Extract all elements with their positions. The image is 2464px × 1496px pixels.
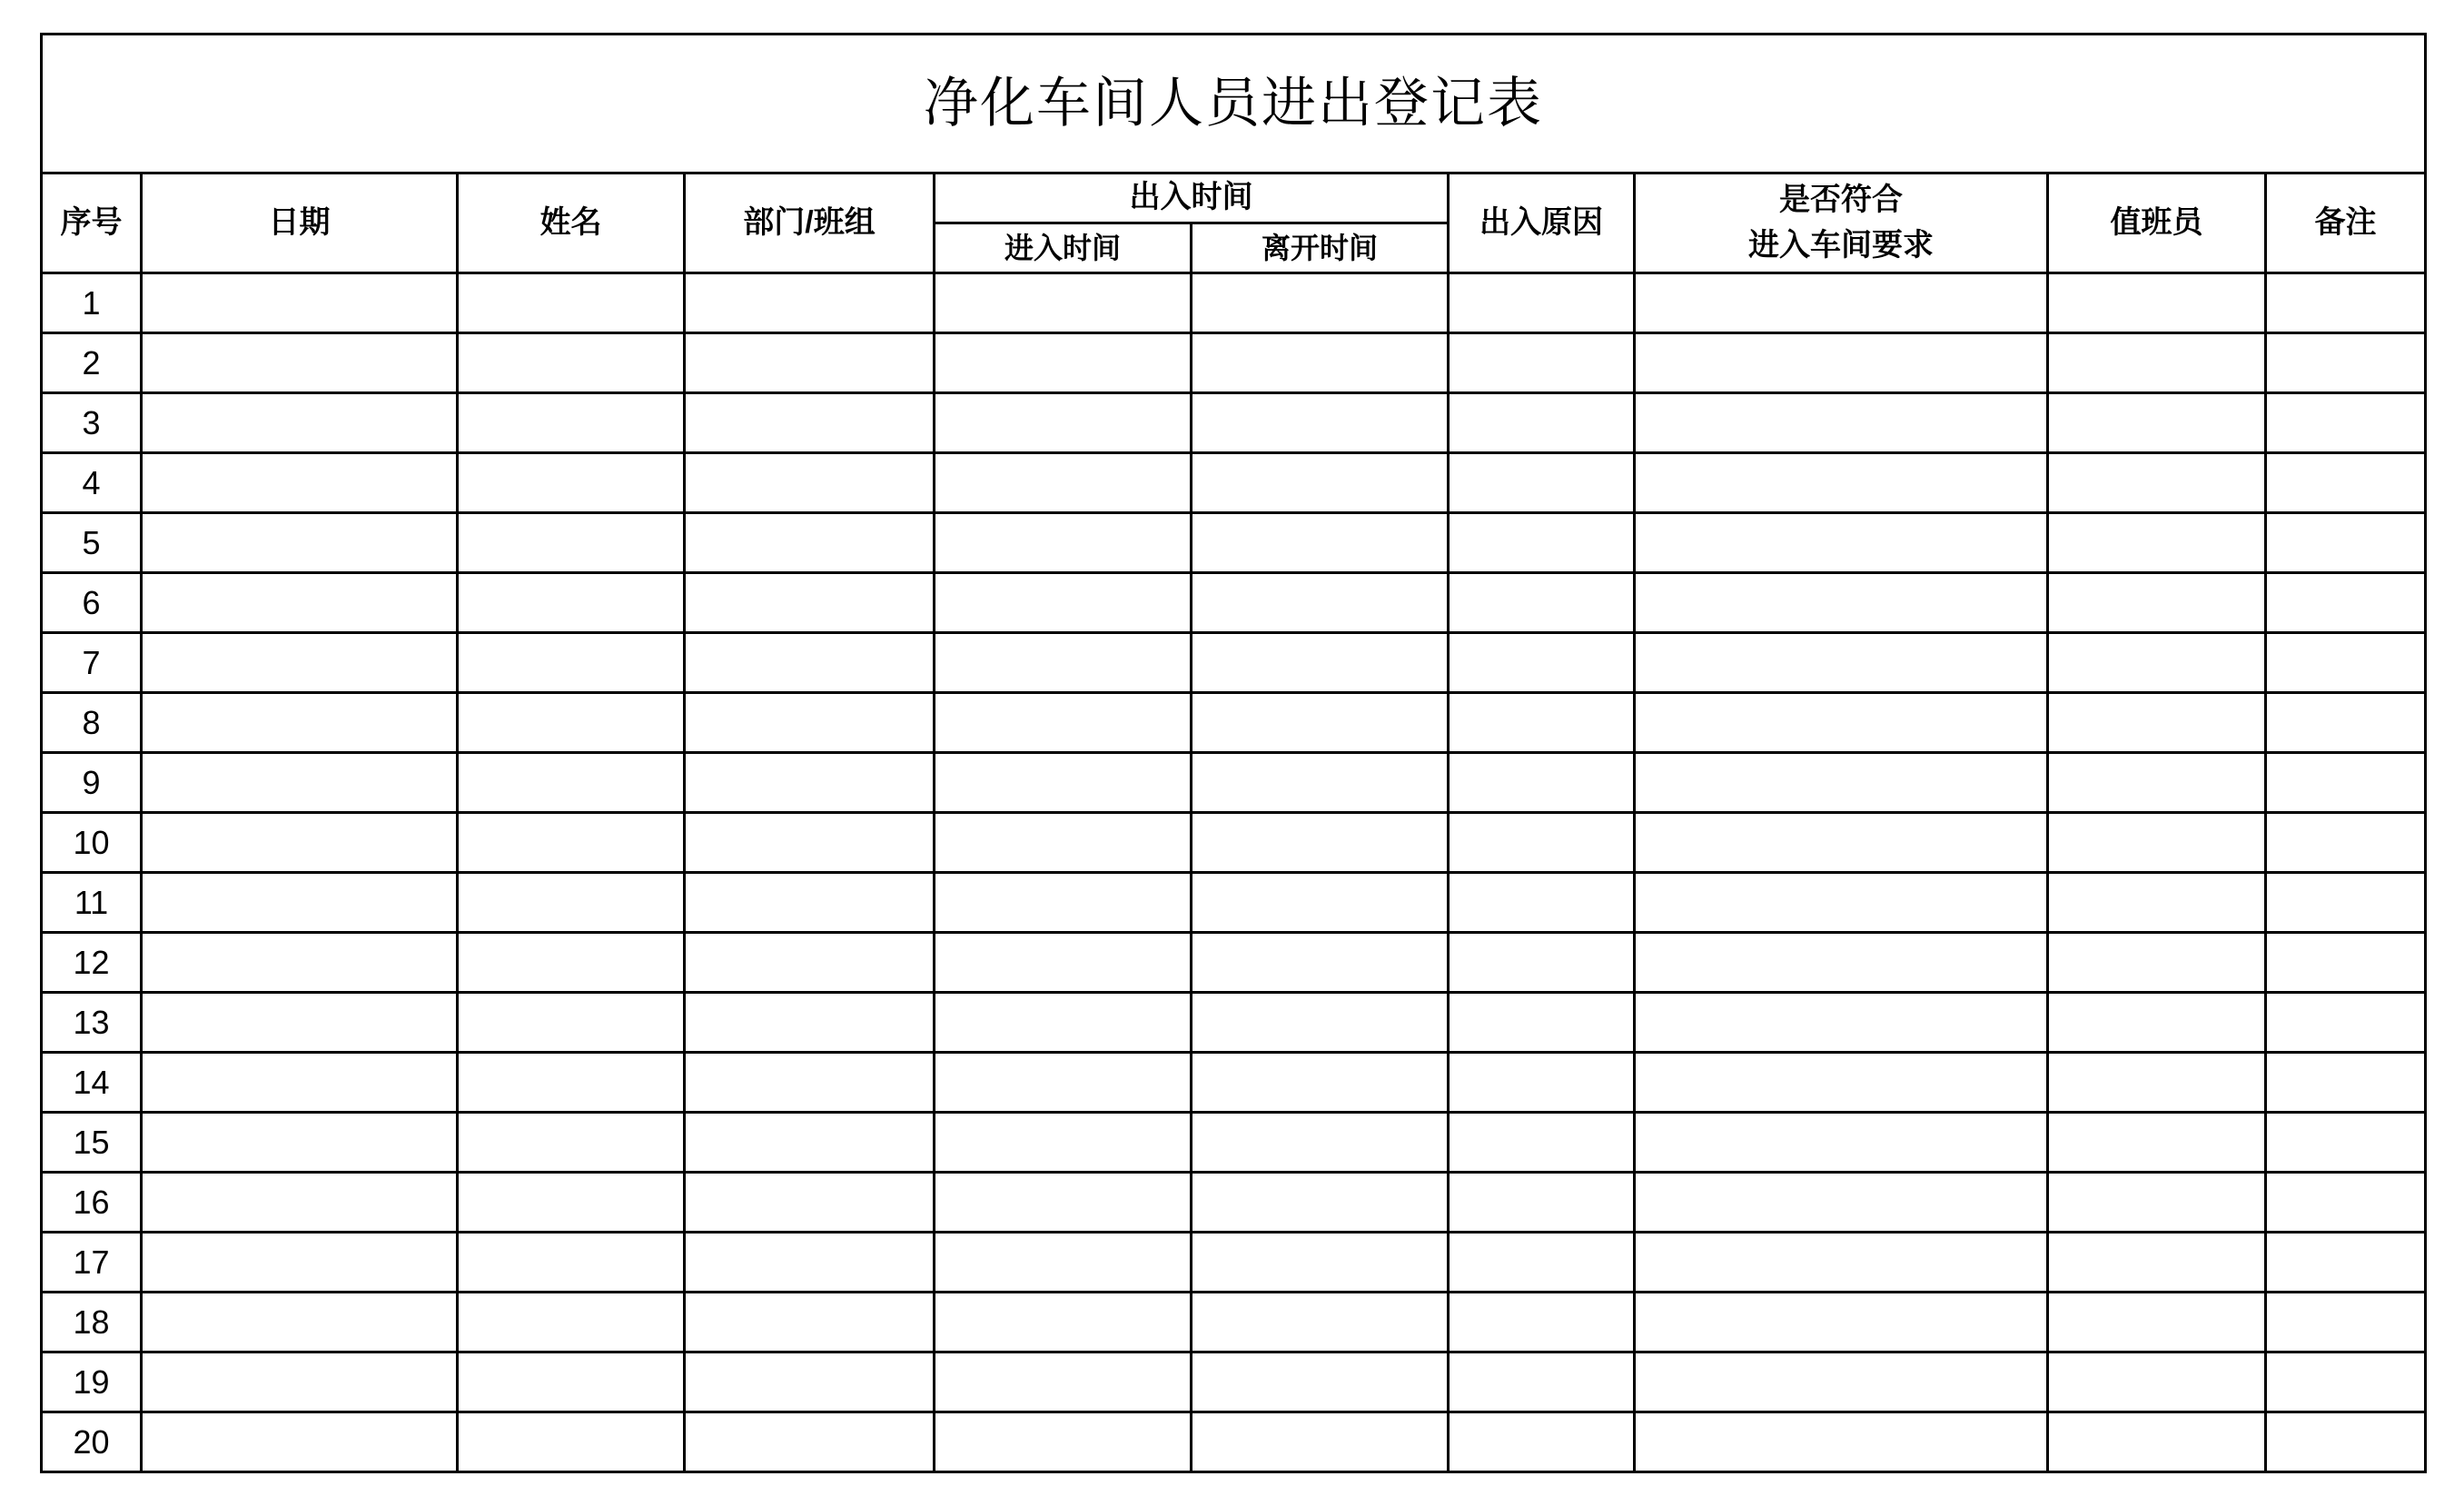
cell-department[interactable] — [685, 873, 935, 933]
cell-duty-officer[interactable] — [2048, 813, 2266, 873]
cell-department[interactable] — [685, 753, 935, 813]
cell-department[interactable] — [685, 933, 935, 993]
cell-time-in[interactable] — [935, 813, 1192, 873]
cell-duty-officer[interactable] — [2048, 1173, 2266, 1233]
table-row — [42, 1233, 2426, 1293]
cell-time-out[interactable] — [1192, 933, 1449, 993]
cell-duty-officer[interactable] — [2048, 573, 2266, 633]
cell-department[interactable] — [685, 1053, 935, 1113]
column-header-time-in: 进入时间 — [935, 223, 1192, 273]
cell-index: 6 — [42, 573, 142, 633]
table-row — [42, 993, 2426, 1053]
cell-time-in[interactable] — [935, 873, 1192, 933]
cell-duty-officer[interactable] — [2048, 993, 2266, 1053]
cell-department[interactable] — [685, 1173, 935, 1233]
cell-reason[interactable] — [1449, 873, 1635, 933]
cell-date[interactable] — [142, 1293, 458, 1352]
cell-date[interactable] — [142, 1233, 458, 1293]
cell-date[interactable] — [142, 1352, 458, 1412]
cell-requirement[interactable] — [1635, 813, 2048, 873]
cell-name[interactable] — [458, 393, 685, 453]
cell-name[interactable] — [458, 693, 685, 753]
cell-requirement[interactable] — [1635, 1352, 2048, 1412]
cell-time-in[interactable] — [935, 993, 1192, 1053]
cell-reason[interactable] — [1449, 813, 1635, 873]
cell-requirement[interactable] — [1635, 753, 2048, 813]
cell-date[interactable] — [142, 1412, 458, 1472]
cell-department[interactable] — [685, 813, 935, 873]
cell-duty-officer[interactable] — [2048, 1412, 2266, 1472]
cell-reason[interactable] — [1449, 1293, 1635, 1352]
cell-requirement[interactable] — [1635, 693, 2048, 753]
cell-department[interactable] — [685, 633, 935, 693]
cell-index: 8 — [42, 693, 142, 753]
cell-department[interactable] — [685, 1352, 935, 1412]
cell-remark[interactable] — [2266, 1412, 2426, 1472]
cell-requirement[interactable] — [1635, 333, 2048, 393]
cell-reason[interactable] — [1449, 333, 1635, 393]
cell-time-out[interactable] — [1192, 1173, 1449, 1233]
cell-department[interactable] — [685, 453, 935, 513]
cell-time-in[interactable] — [935, 633, 1192, 693]
cell-reason[interactable] — [1449, 453, 1635, 513]
cell-name[interactable] — [458, 753, 685, 813]
cell-remark[interactable] — [2266, 1233, 2426, 1293]
cell-name[interactable] — [458, 513, 685, 573]
cell-remark[interactable] — [2266, 1352, 2426, 1412]
cell-name[interactable] — [458, 1113, 685, 1173]
cell-remark[interactable] — [2266, 573, 2426, 633]
cell-time-in[interactable] — [935, 1233, 1192, 1293]
cell-time-out[interactable] — [1192, 753, 1449, 813]
header-row-top — [42, 173, 2426, 223]
cell-date[interactable] — [142, 933, 458, 993]
table-row — [42, 1053, 2426, 1113]
cell-remark[interactable] — [2266, 933, 2426, 993]
cell-name[interactable] — [458, 453, 685, 513]
cell-requirement[interactable] — [1635, 513, 2048, 573]
cell-name[interactable] — [458, 1293, 685, 1352]
cell-requirement[interactable] — [1635, 933, 2048, 993]
table-row — [42, 1352, 2426, 1412]
column-header-requirement — [1635, 173, 2048, 273]
cell-remark[interactable] — [2266, 273, 2426, 333]
cell-requirement[interactable] — [1635, 1173, 2048, 1233]
cell-reason[interactable] — [1449, 633, 1635, 693]
cell-time-in[interactable] — [935, 513, 1192, 573]
cell-reason[interactable] — [1449, 393, 1635, 453]
cell-date[interactable] — [142, 393, 458, 453]
cell-remark[interactable] — [2266, 1173, 2426, 1233]
cell-duty-officer[interactable] — [2048, 753, 2266, 813]
cell-index: 12 — [42, 933, 142, 993]
cell-time-in[interactable] — [935, 573, 1192, 633]
cell-department[interactable] — [685, 573, 935, 633]
cell-duty-officer[interactable] — [2048, 1053, 2266, 1113]
cell-time-in[interactable] — [935, 1113, 1192, 1173]
cell-date[interactable] — [142, 453, 458, 513]
table-row — [42, 1412, 2426, 1472]
cell-reason[interactable] — [1449, 1352, 1635, 1412]
cell-duty-officer[interactable] — [2048, 1113, 2266, 1173]
cell-index: 5 — [42, 513, 142, 573]
cell-time-out[interactable] — [1192, 1053, 1449, 1113]
cell-date[interactable] — [142, 573, 458, 633]
cell-department[interactable] — [685, 333, 935, 393]
cell-requirement[interactable] — [1635, 1293, 2048, 1352]
column-header-time-group: 出入时间 — [935, 173, 1449, 223]
cell-requirement[interactable] — [1635, 1412, 2048, 1472]
cell-time-in[interactable] — [935, 333, 1192, 393]
cell-time-out[interactable] — [1192, 1352, 1449, 1412]
table-row — [42, 1173, 2426, 1233]
cell-time-in[interactable] — [935, 1352, 1192, 1412]
cell-duty-officer[interactable] — [2048, 1293, 2266, 1352]
column-header-date: 日期 — [142, 173, 458, 273]
cell-department[interactable] — [685, 1293, 935, 1352]
cell-remark[interactable] — [2266, 753, 2426, 813]
cell-index: 2 — [42, 333, 142, 393]
cell-time-out[interactable] — [1192, 1233, 1449, 1293]
cell-remark[interactable] — [2266, 453, 2426, 513]
cell-index: 18 — [42, 1293, 142, 1352]
table-row — [42, 453, 2426, 513]
cell-remark[interactable] — [2266, 873, 2426, 933]
cell-index: 19 — [42, 1352, 142, 1412]
cell-date[interactable] — [142, 693, 458, 753]
column-header-reason: 出入原因 — [1449, 173, 1635, 273]
cell-requirement[interactable] — [1635, 453, 2048, 513]
cell-department[interactable] — [685, 693, 935, 753]
cell-date[interactable] — [142, 873, 458, 933]
cell-name[interactable] — [458, 813, 685, 873]
cell-duty-officer[interactable] — [2048, 453, 2266, 513]
column-header-department: 部门/班组 — [685, 173, 935, 273]
cell-name[interactable] — [458, 1233, 685, 1293]
table-row — [42, 1293, 2426, 1352]
cell-duty-officer[interactable] — [2048, 933, 2266, 993]
cell-duty-officer[interactable] — [2048, 513, 2266, 573]
table-row — [42, 933, 2426, 993]
table-row — [42, 633, 2426, 693]
cell-name[interactable] — [458, 573, 685, 633]
cell-department[interactable] — [685, 273, 935, 333]
cell-department[interactable] — [685, 993, 935, 1053]
cell-department[interactable] — [685, 1113, 935, 1173]
cell-requirement[interactable] — [1635, 573, 2048, 633]
entry-exit-register-table — [40, 33, 2427, 1473]
cell-duty-officer[interactable] — [2048, 393, 2266, 453]
cell-requirement[interactable] — [1635, 1233, 2048, 1293]
cell-reason[interactable] — [1449, 1233, 1635, 1293]
cell-remark[interactable] — [2266, 813, 2426, 873]
cell-requirement[interactable] — [1635, 633, 2048, 693]
table-row — [42, 333, 2426, 393]
cell-remark[interactable] — [2266, 513, 2426, 573]
cell-requirement[interactable] — [1635, 273, 2048, 333]
cell-index: 10 — [42, 813, 142, 873]
cell-department[interactable] — [685, 1233, 935, 1293]
cell-time-in[interactable] — [935, 1412, 1192, 1472]
column-header-requirement-line1: 是否符合 — [1779, 183, 1903, 218]
cell-date[interactable] — [142, 633, 458, 693]
cell-time-in[interactable] — [935, 933, 1192, 993]
table-row — [42, 813, 2426, 873]
cell-time-out[interactable] — [1192, 1293, 1449, 1352]
cell-date[interactable] — [142, 333, 458, 393]
cell-time-in[interactable] — [935, 753, 1192, 813]
cell-reason[interactable] — [1449, 1412, 1635, 1472]
cell-remark[interactable] — [2266, 993, 2426, 1053]
cell-requirement[interactable] — [1635, 1053, 2048, 1113]
cell-index: 13 — [42, 993, 142, 1053]
cell-reason[interactable] — [1449, 1113, 1635, 1173]
cell-name[interactable] — [458, 1053, 685, 1113]
table-row — [42, 573, 2426, 633]
cell-time-out[interactable] — [1192, 393, 1449, 453]
cell-requirement[interactable] — [1635, 1113, 2048, 1173]
cell-index: 15 — [42, 1113, 142, 1173]
cell-time-in[interactable] — [935, 273, 1192, 333]
cell-index: 4 — [42, 453, 142, 513]
table-row — [42, 753, 2426, 813]
cell-date[interactable] — [142, 1173, 458, 1233]
cell-remark[interactable] — [2266, 1053, 2426, 1113]
cell-index: 3 — [42, 393, 142, 453]
cell-duty-officer[interactable] — [2048, 873, 2266, 933]
cell-time-in[interactable] — [935, 453, 1192, 513]
cell-duty-officer[interactable] — [2048, 273, 2266, 333]
cell-requirement[interactable] — [1635, 993, 2048, 1053]
table-row — [42, 1113, 2426, 1173]
cell-time-out[interactable] — [1192, 573, 1449, 633]
cell-time-in[interactable] — [935, 693, 1192, 753]
cell-index: 1 — [42, 273, 142, 333]
cell-time-out[interactable] — [1192, 453, 1449, 513]
cell-reason[interactable] — [1449, 993, 1635, 1053]
cell-time-in[interactable] — [935, 1173, 1192, 1233]
cell-reason[interactable] — [1449, 933, 1635, 993]
cell-time-out[interactable] — [1192, 1412, 1449, 1472]
cell-reason[interactable] — [1449, 273, 1635, 333]
cell-name[interactable] — [458, 873, 685, 933]
cell-time-in[interactable] — [935, 1293, 1192, 1352]
cell-time-out[interactable] — [1192, 873, 1449, 933]
cell-index: 17 — [42, 1233, 142, 1293]
cell-date[interactable] — [142, 1053, 458, 1113]
page-title: 净化车间人员进出登记表 — [42, 35, 2426, 173]
table-row — [42, 273, 2426, 333]
cell-department[interactable] — [685, 1412, 935, 1472]
title-row — [42, 35, 2426, 173]
cell-date[interactable] — [142, 273, 458, 333]
column-header-time-out: 离开时间 — [1192, 223, 1449, 273]
column-header-duty-officer: 值班员 — [2048, 173, 2266, 273]
column-header-name: 姓名 — [458, 173, 685, 273]
cell-reason[interactable] — [1449, 513, 1635, 573]
cell-department[interactable] — [685, 513, 935, 573]
cell-date[interactable] — [142, 1113, 458, 1173]
cell-index: 14 — [42, 1053, 142, 1113]
cell-time-out[interactable] — [1192, 693, 1449, 753]
cell-date[interactable] — [142, 993, 458, 1053]
cell-requirement[interactable] — [1635, 873, 2048, 933]
cell-time-out[interactable] — [1192, 273, 1449, 333]
cell-department[interactable] — [685, 393, 935, 453]
cell-name[interactable] — [458, 933, 685, 993]
cell-name[interactable] — [458, 1352, 685, 1412]
cell-index: 20 — [42, 1412, 142, 1472]
cell-index: 16 — [42, 1173, 142, 1233]
cell-reason[interactable] — [1449, 1173, 1635, 1233]
cell-time-in[interactable] — [935, 1053, 1192, 1113]
cell-reason[interactable] — [1449, 573, 1635, 633]
cell-duty-officer[interactable] — [2048, 1233, 2266, 1293]
cell-remark[interactable] — [2266, 1113, 2426, 1173]
cell-name[interactable] — [458, 333, 685, 393]
cell-time-out[interactable] — [1192, 993, 1449, 1053]
cell-index: 7 — [42, 633, 142, 693]
table-row — [42, 393, 2426, 453]
column-header-index: 序号 — [42, 173, 142, 273]
column-header-requirement-line2: 进入车间要求 — [1748, 227, 1934, 263]
column-header-remark: 备注 — [2266, 173, 2426, 273]
cell-name[interactable] — [458, 1412, 685, 1472]
cell-reason[interactable] — [1449, 753, 1635, 813]
cell-duty-officer[interactable] — [2048, 693, 2266, 753]
cell-remark[interactable] — [2266, 333, 2426, 393]
cell-duty-officer[interactable] — [2048, 1352, 2266, 1412]
cell-remark[interactable] — [2266, 633, 2426, 693]
cell-time-out[interactable] — [1192, 813, 1449, 873]
cell-time-in[interactable] — [935, 393, 1192, 453]
table-row — [42, 693, 2426, 753]
cell-remark[interactable] — [2266, 693, 2426, 753]
cell-requirement[interactable] — [1635, 393, 2048, 453]
cell-reason[interactable] — [1449, 693, 1635, 753]
cell-index: 9 — [42, 753, 142, 813]
cell-date[interactable] — [142, 753, 458, 813]
cell-remark[interactable] — [2266, 1293, 2426, 1352]
table-row — [42, 873, 2426, 933]
cell-duty-officer[interactable] — [2048, 633, 2266, 693]
cell-name[interactable] — [458, 1173, 685, 1233]
cell-index: 11 — [42, 873, 142, 933]
cell-remark[interactable] — [2266, 393, 2426, 453]
cell-date[interactable] — [142, 513, 458, 573]
cell-reason[interactable] — [1449, 1053, 1635, 1113]
table-row — [42, 513, 2426, 573]
cell-duty-officer[interactable] — [2048, 333, 2266, 393]
cell-name[interactable] — [458, 993, 685, 1053]
cell-time-out[interactable] — [1192, 1113, 1449, 1173]
cell-name[interactable] — [458, 633, 685, 693]
cell-name[interactable] — [458, 273, 685, 333]
cell-time-out[interactable] — [1192, 333, 1449, 393]
cell-time-out[interactable] — [1192, 513, 1449, 573]
cell-time-out[interactable] — [1192, 633, 1449, 693]
cell-date[interactable] — [142, 813, 458, 873]
